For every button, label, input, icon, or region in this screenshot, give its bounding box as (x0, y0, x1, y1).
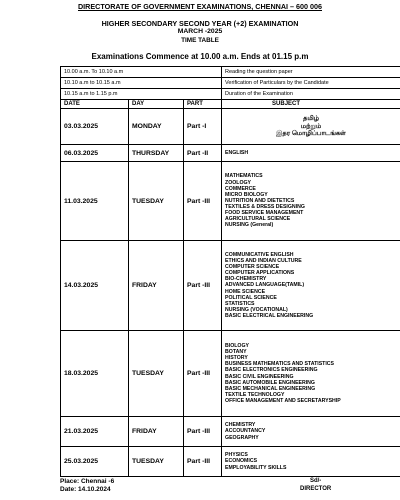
exam-date: 14.03.2025 (61, 241, 129, 331)
subject-item: BASIC ELECTRONICS ENGINEERING (225, 367, 318, 374)
exam-subjects (222, 417, 400, 447)
exam-date: 18.03.2025 (61, 331, 129, 417)
subject-item: மற்றும் (300, 122, 322, 130)
subject-item: PHYSICS (225, 452, 248, 459)
subject-item: MATHEMATICS (225, 173, 263, 180)
subject-item: ZOOLOGY (225, 179, 251, 186)
subject-item: BOTANY (225, 349, 247, 355)
exam-day: THURSDAY (129, 145, 184, 162)
footer-place-date (60, 478, 114, 495)
footer-sign: Sd/- (309, 478, 322, 484)
schedule-activity: Verification of Particulars by the Candidate (222, 78, 400, 89)
date-column-header: DATE (61, 100, 129, 109)
schedule-time: 10.15 a.m to 1.15 p.m (61, 89, 222, 100)
schedule-activity: Duration of the Examination (222, 89, 400, 100)
subject-item: BASIC AUTOMOBILE ENGINEERING (225, 379, 315, 386)
subject-item: COMMUNICATIVE ENGLISH (225, 251, 294, 258)
subject-item: BASIC ELECTRICAL ENGINEERING (225, 313, 314, 320)
exam-date: 06.03.2025 (61, 145, 129, 162)
exam-row (61, 241, 400, 331)
timetable (60, 66, 400, 477)
exam-part: Part -I (184, 109, 222, 145)
column-header-row (61, 100, 400, 109)
subject-item: COMPUTER SCIENCE (225, 264, 280, 271)
subject-item: BASIC MECHANICAL ENGINEERING (225, 385, 316, 392)
subject-item: BIOLOGY (225, 342, 249, 349)
schedule-time: 10.10 a.m to 10.15 a.m (61, 78, 222, 89)
subject-item: GEOGRAPHY (225, 434, 259, 441)
exam-subjects (222, 109, 400, 145)
subject-item: COMMERCE (225, 185, 256, 192)
timing-heading: Examinations Commence at 10.00 a.m. Ends at 01.15 p.m (91, 52, 309, 61)
exam-heading: HIGHER SECONDARY SECOND YEAR (+2) EXAMINATION (101, 19, 299, 28)
subject-item: CHEMISTRY (225, 422, 256, 429)
subject-item: BUSINESS MATHEMATICS AND STATISTICS (225, 361, 334, 368)
subject-item: COMPUTER APPLICATIONS (225, 270, 295, 277)
subject-item: TEXTILE TECHNOLOGY (225, 391, 285, 398)
subject-item: ETHICS AND INDIAN CULTURE (225, 257, 302, 264)
schedule-row (61, 78, 400, 89)
exam-date: 25.03.2025 (61, 447, 129, 477)
subject-item: ACCOUNTANCY (225, 428, 266, 435)
subject-item: HOME SCIENCE (225, 288, 266, 295)
subject-item: ENGLISH (225, 149, 249, 156)
exam-part: Part -III (184, 447, 222, 477)
exam-row (61, 417, 400, 447)
subject-item: ECONOMICS (225, 458, 258, 465)
subject-item: OFFICE MANAGEMENT AND SECRETARYSHIP (225, 398, 341, 404)
subject-item: POLITICAL SCIENCE (225, 294, 277, 301)
subject-item: HISTORY (225, 355, 248, 362)
schedule-time: 10.00 a.m. To 10.10 a.m (61, 67, 222, 78)
subject-column-header: SUBJECT (222, 100, 400, 109)
subject-item: BASIC CIVIL ENGINEERING (225, 373, 294, 380)
subject-item: TEXTILES & DRESS DESIGNING (225, 204, 305, 211)
exam-date: 11.03.2025 (61, 162, 129, 241)
schedule-activity: Reading the question paper (222, 67, 400, 78)
session-heading: MARCH -2025 (177, 28, 223, 35)
exam-subjects (222, 162, 400, 241)
exam-part: Part -III (184, 241, 222, 331)
exam-subjects (222, 145, 400, 162)
exam-day: TUESDAY (129, 447, 184, 477)
subject-item: NUTRITION AND DIETETICS (225, 197, 295, 204)
subject-item: இதர மொழிப்பாடங்கள் (276, 130, 346, 138)
exam-subjects (222, 447, 400, 477)
subject-item: MICRO BIOLOGY (225, 191, 268, 198)
exam-row (61, 145, 400, 162)
exam-day: TUESDAY (129, 331, 184, 417)
exam-part: Part -II (184, 145, 222, 162)
exam-row (61, 109, 400, 145)
footer-designation: DIRECTOR (300, 485, 332, 492)
part-column-header: PART (184, 100, 222, 109)
schedule-row (61, 89, 400, 100)
exam-day: TUESDAY (129, 162, 184, 241)
subject-item: EMPLOYABILITY SKILLS (225, 464, 287, 471)
exam-subjects (222, 241, 400, 331)
exam-day: FRIDAY (129, 241, 184, 331)
exam-part: Part -III (184, 162, 222, 241)
exam-row (61, 331, 400, 417)
footer-place: Place: Chennai -6 (60, 478, 115, 485)
exam-date: 03.03.2025 (61, 109, 129, 145)
subject-item: FOOD SERVICE MANAGEMENT (225, 210, 304, 217)
doc-type-heading: TIME TABLE (181, 37, 219, 44)
exam-subjects (222, 331, 400, 417)
subject-item: ADVANCED LANGUAGE(TAMIL) (225, 282, 305, 289)
footer-date: Date: 14.10.2024 (60, 486, 111, 494)
footer-signature (300, 478, 331, 494)
exam-date: 21.03.2025 (61, 417, 129, 447)
exam-row (61, 447, 400, 477)
exam-part: Part -III (184, 417, 222, 447)
subject-item: தமிழ் (303, 115, 319, 123)
directorate-heading: DIRECTORATE OF GOVERNMENT EXAMINATIONS, CHENNAI – 600 006 (77, 2, 322, 11)
exam-day: FRIDAY (129, 417, 184, 447)
exam-row (61, 162, 400, 241)
subject-item: NURSING (VOCATIONAL) (225, 306, 288, 313)
subject-item: STATISTICS (225, 300, 255, 307)
exam-part: Part -III (184, 331, 222, 417)
day-column-header: DAY (129, 100, 184, 109)
subject-item: AGRICULTURAL SCIENCE (225, 216, 291, 223)
subject-item: BIO-CHEMISTRY (225, 276, 267, 283)
schedule-row (61, 67, 400, 78)
exam-day: MONDAY (129, 109, 184, 145)
subject-item: NURSING (General) (225, 222, 274, 229)
